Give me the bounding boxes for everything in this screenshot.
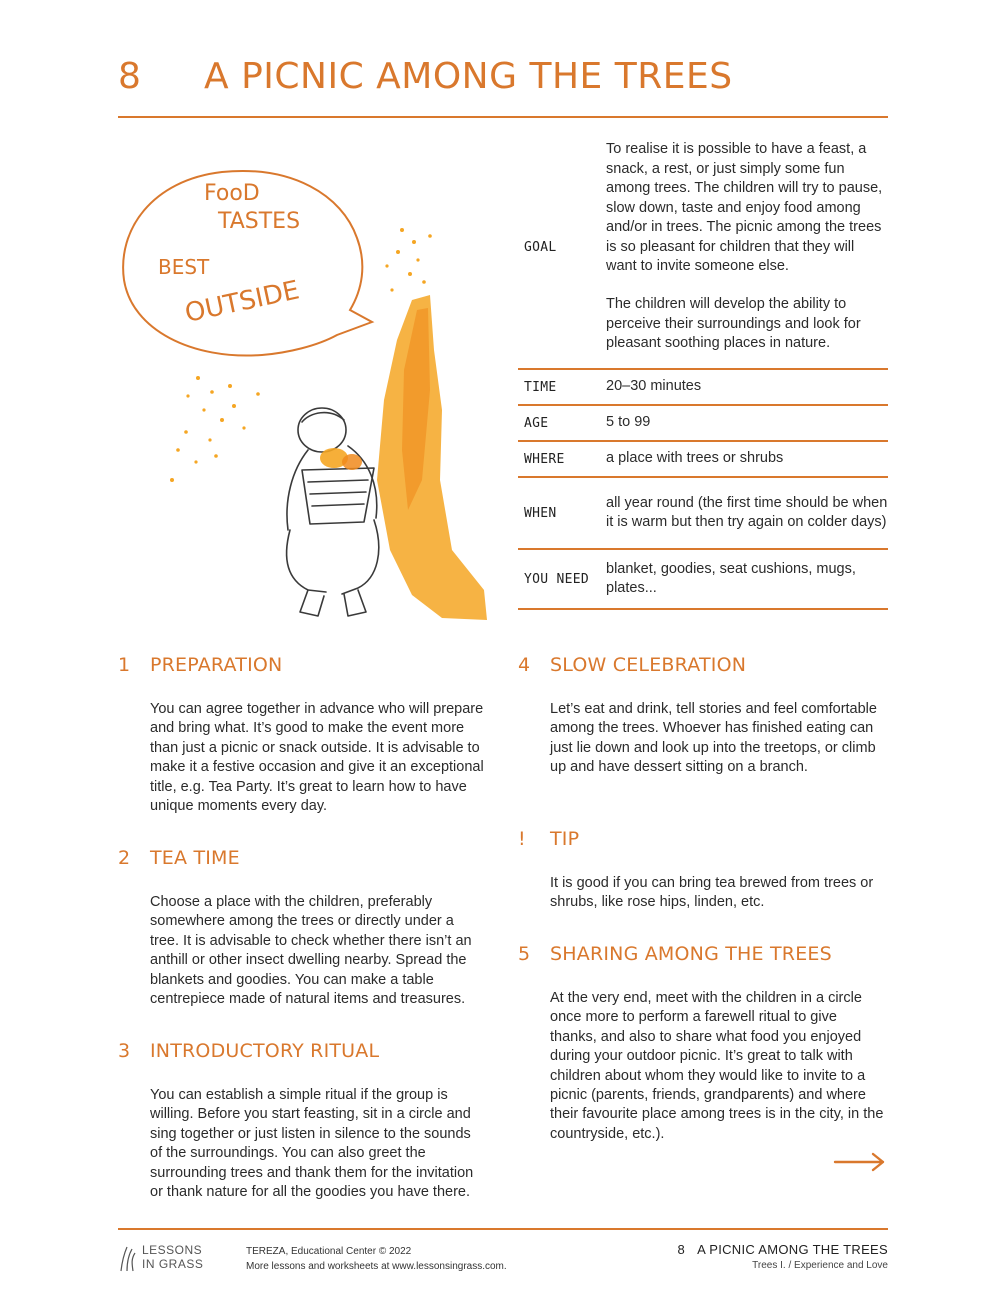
section-title: INTRODUCTORY RITUAL (150, 1040, 380, 1062)
footer-page-number: 8 (677, 1242, 686, 1257)
section-number: 5 (518, 943, 531, 965)
section-introductory-ritual (118, 1038, 474, 1202)
page-footer (118, 1240, 888, 1280)
lesson-number: 8 (118, 56, 142, 97)
section-body: At the very end, meet with the children in a circle once more to perform a farewell ritual to give thanks, and also to share what food you enjoyed during your outdoor picnic. It’s great to talk with children about whom they would like to invite to a picnic (parents, friends, grandparents) and where their favourite place among trees is in the city, in the countryside, etc.). (550, 990, 884, 1142)
section-number: 4 (518, 654, 531, 676)
section-title: TEA TIME (150, 847, 240, 869)
footer-page-title: A PICNIC AMONG THE TREES (697, 1242, 888, 1257)
section-body: You can establish a simple ritual if the group is willing. Before you start feasting, sit in a circle and sing together or just listen in silence to the sounds of the surroundings. You can also greet the surrounding trees and thank them for the invitation or thank nature for all the goodies you have there. (150, 1087, 474, 1201)
picnic-illustration (112, 150, 512, 640)
section-slow-celebration (518, 652, 877, 778)
section-title: PREPARATION (150, 654, 283, 676)
grass-icon (118, 1244, 138, 1272)
lesson-info-table (518, 126, 888, 610)
page-title: A PICNIC AMONG THE TREES (204, 56, 733, 97)
footer-divider (118, 1228, 888, 1230)
info-row-you-need (518, 550, 888, 610)
footer-series: Trees I. / Experience and Love (752, 1260, 888, 1271)
logo-line-2: IN GRASS (142, 1257, 204, 1271)
section-tea-time (118, 845, 472, 1009)
info-row-time (518, 370, 888, 406)
lessons-in-grass-logo (118, 1240, 238, 1274)
section-preparation (118, 652, 484, 816)
section-number: 1 (118, 654, 131, 676)
section-tip (518, 826, 874, 913)
info-row-age (518, 406, 888, 442)
section-number: 3 (118, 1040, 131, 1062)
child-with-basket-illustration (112, 150, 512, 640)
bubble-line-1: FooD (204, 181, 260, 206)
goal-paragraph-2: The children will develop the ability to perceive their surroundings and look for pleasant soothing places in nature. (606, 296, 861, 352)
info-value (606, 140, 888, 353)
footer-page-info (678, 1242, 888, 1271)
section-title: TIP (550, 828, 580, 850)
arrow-right-icon[interactable] (833, 1150, 887, 1174)
info-label: TIME (524, 379, 557, 395)
section-number: 2 (118, 847, 131, 869)
info-row-where (518, 442, 888, 478)
goal-paragraph-1: To realise it is possible to have a feast, a snack, a rest, or just simply some fun among trees. The children will try to pause, slow down, taste and enjoy food among and/or in trees. The picnic among the trees is so pleasant for children that they will want to invite someone else. (606, 141, 883, 274)
info-label: YOU NEED (524, 571, 590, 587)
info-value: blanket, goodies, seat cushions, mugs, plates... (606, 560, 856, 596)
info-value: 5 to 99 (606, 414, 651, 431)
section-sharing (518, 941, 884, 1144)
info-value: 20–30 minutes (606, 378, 702, 395)
logo-line-1: LESSONS (142, 1243, 203, 1257)
section-body: Choose a place with the children, preferably somewhere among the trees or directly under a tree. It is advisable to check whether there isn’t an anthill or other insect dwelling nearby. Spread the blankets and goodies. You can make a table centrepiece made of natural items and treasures. (150, 894, 472, 1008)
footer-credits (246, 1244, 507, 1274)
section-body: You can agree together in advance who will prepare and bring what. It’s good to make the event more than just a picnic or snack outside. It is advisable to make it a festive occasion and give it an exceptional title, e.g. Tea Party. It’s great to learn how to have unique moments every day. (150, 701, 484, 815)
info-value: all year round (the first time should be when it is warm but then try again on colder days) (606, 494, 888, 530)
bubble-line-2: TASTES (218, 209, 301, 234)
info-value: a place with trees or shrubs (606, 450, 784, 467)
footer-website: More lessons and worksheets at www.lessonsingrass.com. (246, 1261, 507, 1272)
info-row-goal (518, 126, 888, 370)
section-title: SLOW CELEBRATION (550, 654, 747, 676)
bubble-line-3: BEST (158, 255, 210, 279)
page-header (118, 52, 888, 112)
info-label: GOAL (524, 239, 557, 255)
info-row-when (518, 478, 888, 550)
info-label: AGE (524, 415, 549, 431)
footer-copyright: TEREZA, Educational Center © 2022 (246, 1246, 412, 1257)
section-title: SHARING AMONG THE TREES (550, 943, 832, 965)
section-body: Let’s eat and drink, tell stories and feel comfortable among the trees. Whoever has finished eating can just lie down and look up into the treetops, or climb up and have dessert sitting on a branch. (550, 701, 877, 776)
header-divider (118, 116, 888, 118)
info-label: WHEN (524, 505, 557, 521)
bubble-line-4: OUTSIDE (182, 275, 303, 329)
info-label: WHERE (524, 451, 565, 467)
section-body: It is good if you can bring tea brewed from trees or shrubs, like rose hips, linden, etc. (550, 875, 874, 911)
section-number: ! (518, 828, 526, 850)
